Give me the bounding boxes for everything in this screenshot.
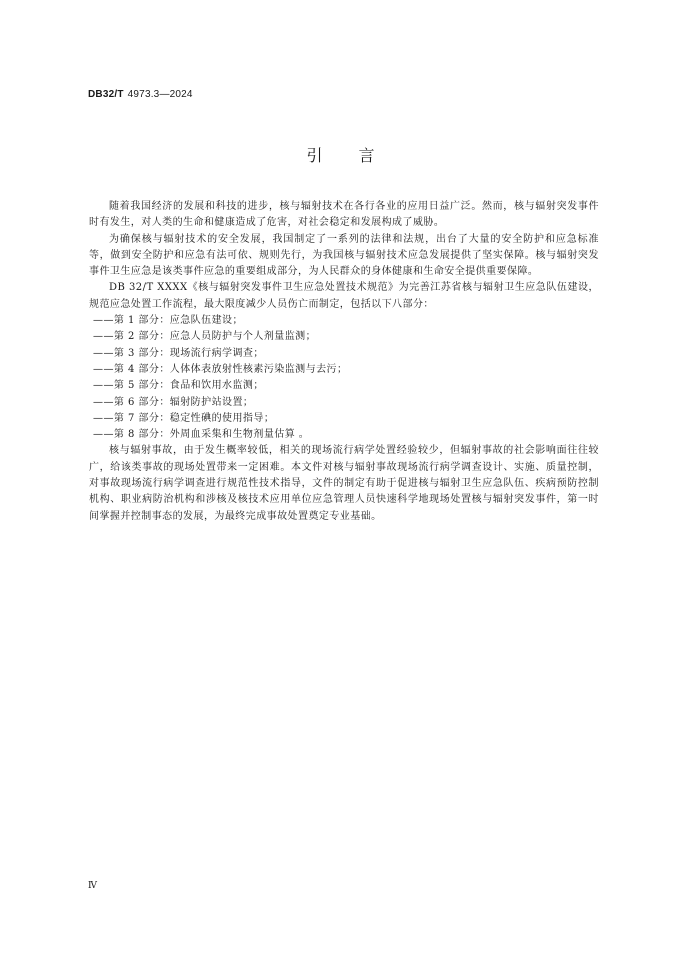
list-item-part-5: ——第 5 部分：食品和饮用水监测； xyxy=(93,380,264,392)
paragraph-standard-intro: DB 32/T XXXX《核与辐射突发事件卫生应急处置技术规范》为完善江苏省核与辐射卫生应急队伍建设，规范应急处置工作流程，最大限度减少人员伤亡而制定，包括以下八部分： xyxy=(89,282,599,310)
list-item-part-6: ——第 6 部分：辐射防护站设置； xyxy=(93,396,254,408)
list-item-part-8: ——第 8 部分：外周血采集和生物剂量估算 。 xyxy=(93,429,310,441)
list-item-part-2: ——第 2 部分：应急人员防护与个人剂量监测； xyxy=(93,331,317,343)
section-title: 引言 xyxy=(306,146,411,165)
standard-code-number: 4973.3—2024 xyxy=(127,89,193,100)
paragraph-background: 随着我国经济的发展和科技的进步，核与辐射技术在各行各业的应用日益广泛。然而，核与辐射突发事件时有发生，对人类的生命和健康造成了危害，对社会稳定和发展构成了威胁。 xyxy=(89,201,599,229)
list-item-part-3: ——第 3 部分：现场流行病学调查； xyxy=(93,347,264,359)
list-item-part-1: ——第 1 部分：应急队伍建设； xyxy=(93,315,243,327)
list-item-part-4: ——第 4 部分：人体体表放射性核素污染监测与去污； xyxy=(93,363,348,375)
document-body xyxy=(89,199,599,525)
parts-list xyxy=(89,313,599,443)
paragraph-regulations: 为确保核与辐射技术的安全发展，我国制定了一系列的法律和法规，出台了大量的安全防护和应急标准等，做到安全防护和应急有法可依、规则先行，为我国核与辐射技术应急发展提供了坚实保障。核与辐射突发事件卫生应急是该类事件应急的重要组成部分，为人民群众的身体健康和生命安全提供重要保障。 xyxy=(89,233,599,278)
paragraph-purpose: 核与辐射事故，由于发生概率较低，相关的现场流行病学处置经验较少，但辐射事故的社会影响面往往较广，给该类事故的现场处置带来一定困难。本文件对核与辐射事故现场流行病学调查设计、实施、质量控制，对事故现场流行病学调查进行规范性技术指导，文件的制定有助于促进核与辐射卫生应急队伍、疾病预防控制机构、职业病防治机构和涉核及核技术应用单位应急管理人员快速科学地现场处置核与辐射突发事件，第一时间掌握并控制事态的发展，为最终完成事故处置奠定专业基础。 xyxy=(89,445,599,522)
list-item-part-7: ——第 7 部分：稳定性碘的使用指导； xyxy=(93,412,275,424)
standard-code xyxy=(88,89,193,101)
standard-code-prefix: DB32/T xyxy=(88,89,124,100)
page-number: Ⅳ xyxy=(88,881,97,891)
